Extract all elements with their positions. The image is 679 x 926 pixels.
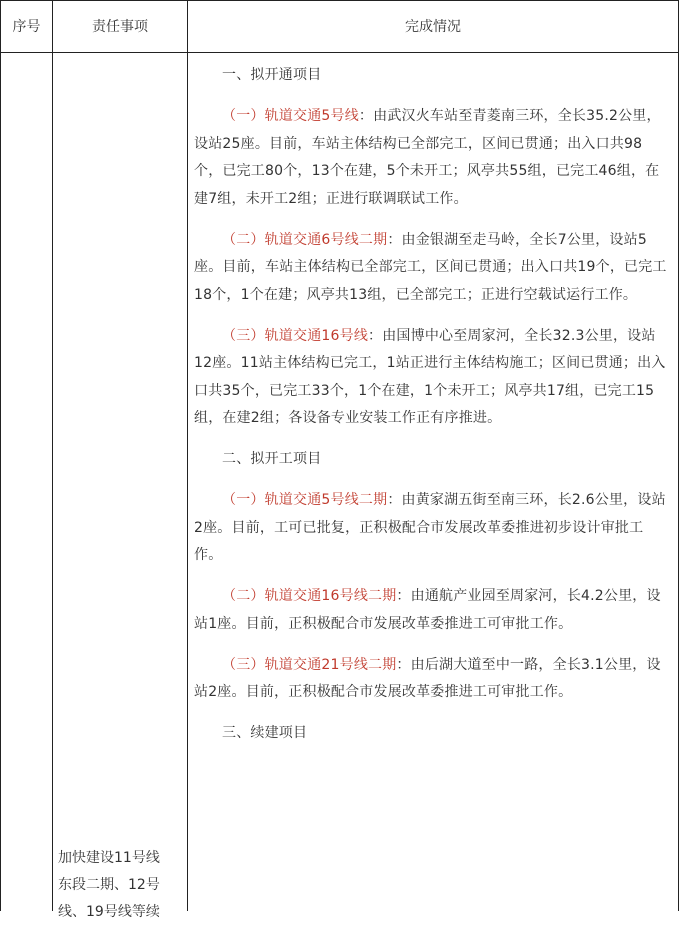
project-body: ：由黄家湖五街至南三环，长2.6公里，设站2座。目前，工可已批复，正积极配合市发展改革委推进初步设计审批工作。 bbox=[194, 492, 666, 563]
project-body: ：由金银湖至走马岭，全长7公里，设站5座。目前，车站主体结构已全部完工，区间已贯通；出入口共19个，已完工18个，1个在建；风亭共13组，已全部完工；正进行空载试运行工作。 bbox=[194, 231, 667, 303]
column-divider-2 bbox=[187, 0, 188, 911]
project-paragraph bbox=[194, 227, 670, 310]
header-bottom-border bbox=[0, 52, 679, 53]
project-paragraph bbox=[194, 487, 670, 570]
duty-line: 加快建设11号线 bbox=[58, 850, 160, 866]
project-paragraph bbox=[194, 103, 670, 213]
project-body: ：由国博中心至周家河，全长32.3公里，设站12座。11站主体结构已完工，1站正进行主体结构施工；区间已贯通；出入口共35个，已完工33个，1个在建，1个未开工；风亭共17组，已完工15组，在建2组；各设备专业安装工作正有序推进。 bbox=[194, 327, 666, 426]
table-left-border bbox=[0, 0, 1, 911]
duty-line: 东段二期、12号 bbox=[58, 877, 160, 893]
project-paragraph bbox=[194, 583, 670, 638]
duty-line: 线、19号线等续 bbox=[58, 904, 160, 920]
project-title: （二）轨道交通16号线二期 bbox=[222, 588, 397, 604]
project-title: （三）轨道交通16号线 bbox=[222, 327, 369, 344]
project-paragraph bbox=[194, 652, 670, 707]
header-index: 序号 bbox=[12, 19, 41, 35]
column-divider-1 bbox=[52, 0, 53, 911]
header-status: 完成情况 bbox=[405, 19, 461, 35]
project-title: （一）轨道交通5号线二期 bbox=[222, 492, 388, 508]
duty-cell bbox=[58, 845, 183, 926]
status-content bbox=[194, 62, 670, 761]
project-paragraph bbox=[194, 323, 670, 433]
section-heading-continue: 三、续建项目 bbox=[222, 725, 308, 741]
section-heading-start: 二、拟开工项目 bbox=[222, 451, 322, 467]
project-body: ：由通航产业园至周家河，长4.2公里，设站1座。目前，正积极配合市发展改革委推进工可审批工作。 bbox=[194, 588, 661, 632]
project-title: （二）轨道交通6号线二期 bbox=[222, 231, 388, 248]
section-heading-open: 一、拟开通项目 bbox=[222, 67, 322, 83]
project-body: ：由武汉火车站至青菱南三环，全长35.2公里，设站25座。目前，车站主体结构已全部完工，区间已贯通；出入口共98个，已完工80个，13个在建，5个未开工；风亭共55组，已完工46组，在建7组，未开工2组；正进行联调联试工作。 bbox=[194, 108, 661, 207]
project-body: ：由后湖大道至中一路，全长3.1公里，设站2座。目前，正积极配合市发展改革委推进工可审批工作。 bbox=[194, 656, 661, 700]
header-duty: 责任事项 bbox=[92, 19, 148, 35]
project-title: （一）轨道交通5号线 bbox=[222, 108, 359, 124]
project-title: （三）轨道交通21号线二期 bbox=[222, 656, 397, 673]
